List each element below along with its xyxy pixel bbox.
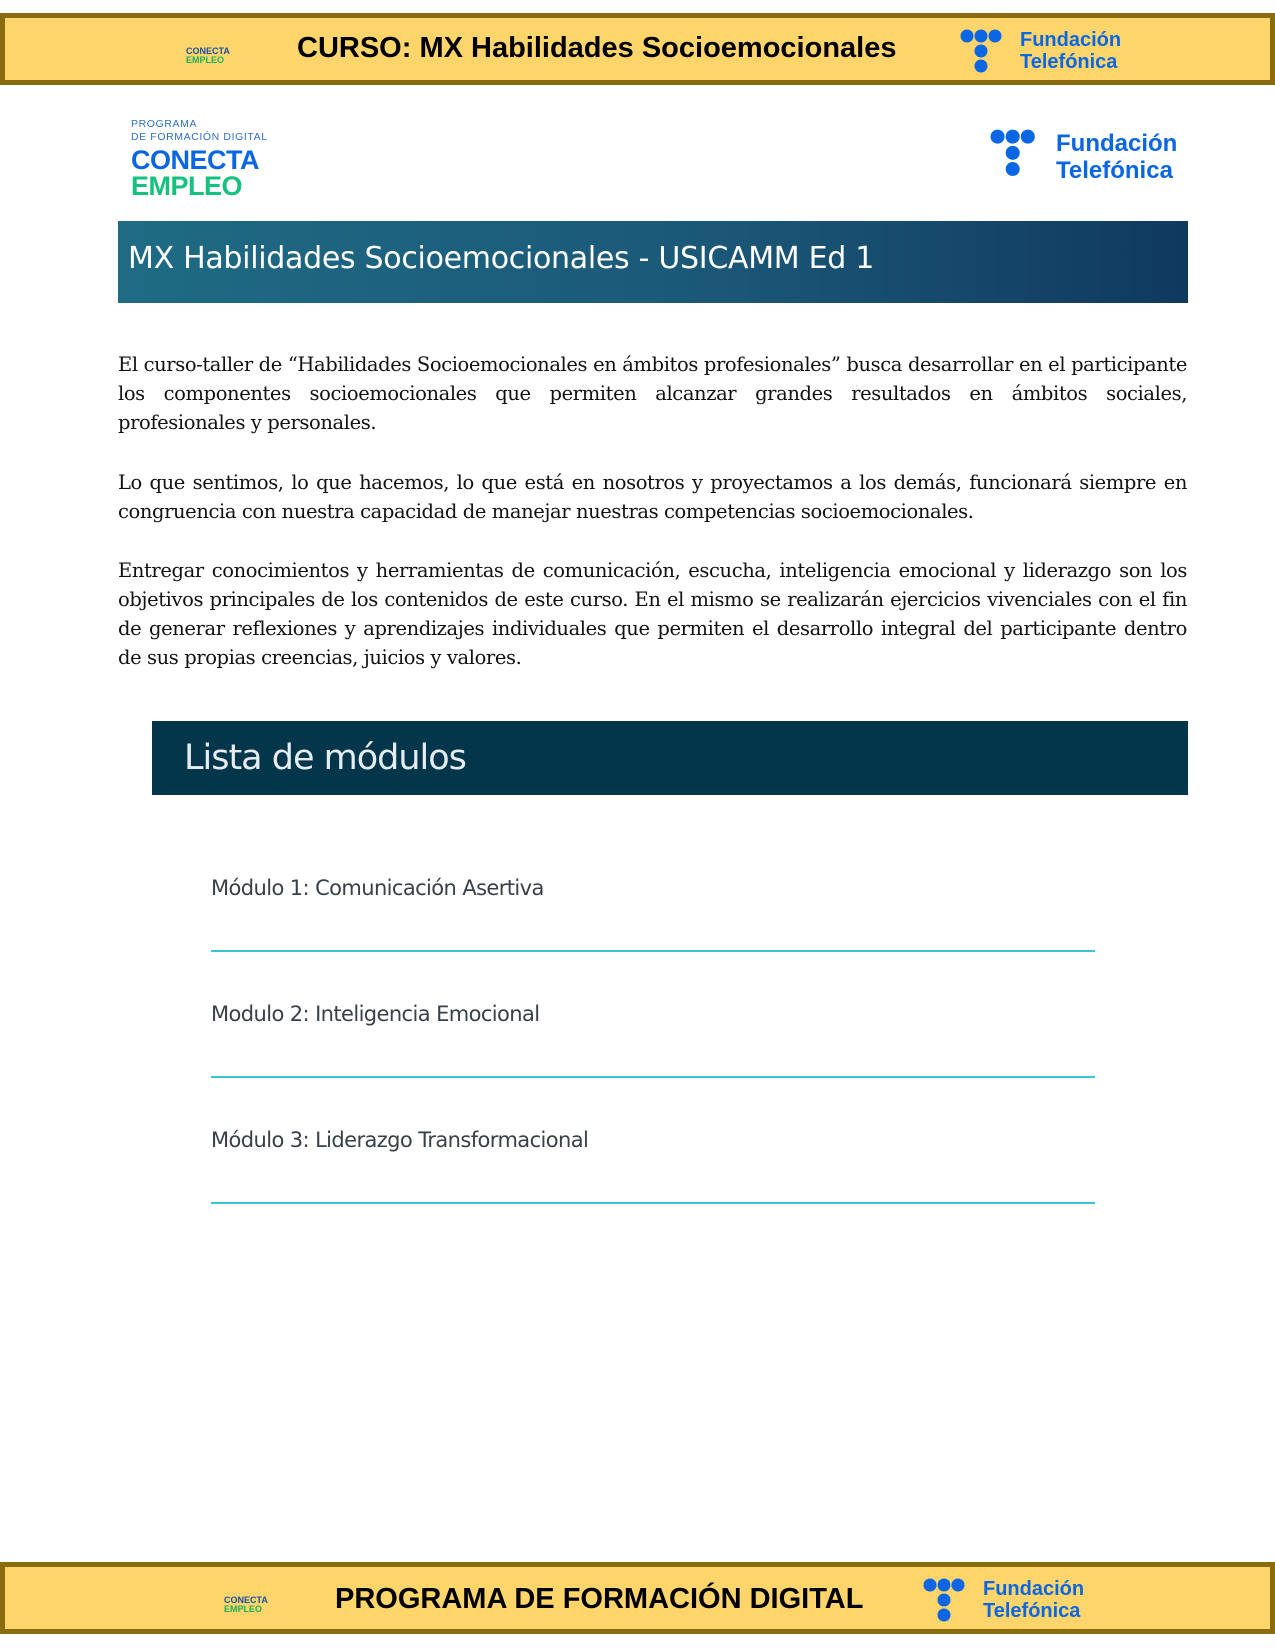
logo-text-fundacion: Fundación — [1056, 130, 1178, 157]
fundacion-telefonica-main-logo — [990, 128, 1190, 188]
logo-text-conecta: CONECTA — [186, 46, 230, 56]
module-item-3[interactable] — [211, 1128, 1095, 1204]
logo-fine-print: · · · · · · · · · · · — [224, 1591, 250, 1596]
logo-text-conecta: CONECTA — [224, 1595, 268, 1605]
module-label: Modulo 2: Inteligencia Emocional — [211, 1002, 540, 1026]
logo-text-empleo: EMPLEO — [186, 55, 225, 65]
telefonica-dots-icon — [960, 28, 1010, 78]
course-header-title: CURSO: MX Habilidades Socioemocionales — [297, 32, 897, 64]
footer-title: PROGRAMA DE FORMACIÓN DIGITAL — [335, 1583, 864, 1615]
module-label: Módulo 1: Comunicación Asertiva — [211, 876, 544, 900]
telefonica-dots-icon — [923, 1577, 973, 1627]
course-title: MX Habilidades Socioemocionales - USICAMM Ed 1 — [128, 241, 875, 276]
telefonica-dots-icon — [990, 128, 1044, 182]
description-paragraph-2: Lo que sentimos, lo que hacemos, lo que está en nosotros y proyectamos a los demás, funcionará siempre en congruencia con nuestra capacidad de manejar nuestras competencias socioemocionales. — [118, 471, 1187, 523]
logo-text-telefonica: Telefónica — [983, 1600, 1081, 1622]
module-label: Módulo 3: Liderazgo Transformacional — [211, 1128, 589, 1152]
module-item-1[interactable] — [211, 876, 1095, 952]
logo-text-telefonica: Telefónica — [1056, 157, 1173, 184]
logo-conecta: CONECTA — [131, 145, 259, 175]
conecta-empleo-logo — [131, 118, 291, 200]
logo-formation-line: DE FORMACIÓN DIGITAL — [131, 131, 268, 143]
fundacion-telefonica-logo — [960, 28, 1140, 80]
conecta-empleo-mini-logo — [224, 1591, 294, 1625]
module-list-header — [152, 721, 1188, 795]
logo-text-telefonica: Telefónica — [1020, 51, 1118, 73]
course-banner — [118, 221, 1188, 303]
description-paragraph-3: Entregar conocimientos y herramientas de comunicación, escucha, inteligencia emocional y liderazgo son los objetivos principales de los contenidos de este curso. En el mismo se realizarán ejercicios vivenciales con el fin de generar reflexiones y aprendizajes individuales que permiten el desarrollo integral del participante dentro de sus propias creencias, juicios y valores. — [118, 559, 1187, 669]
footer-bar — [0, 1562, 1275, 1634]
logo-text-fundacion: Fundación — [983, 1578, 1085, 1600]
header-bar — [0, 13, 1275, 85]
conecta-empleo-mini-logo — [186, 42, 256, 76]
description-paragraph-1: El curso-taller de “Habilidades Socioemocionales en ámbitos profesionales” busca desarrollar en el participante los componentes socioemocionales que permiten alcanzar grandes resultados en ámbitos sociales, profesionales y personales. — [118, 353, 1187, 434]
logo-program-line: PROGRAMA — [131, 118, 198, 130]
logo-fine-print: · · · · · · · · · · · — [186, 42, 212, 47]
logo-empleo: EMPLEO — [131, 171, 243, 201]
module-item-2[interactable] — [211, 1002, 1095, 1078]
fundacion-telefonica-logo — [923, 1577, 1103, 1629]
logo-text-fundacion: Fundación — [1020, 29, 1122, 51]
module-list-title: Lista de módulos — [184, 738, 466, 778]
logo-text-empleo: EMPLEO — [224, 1604, 263, 1614]
